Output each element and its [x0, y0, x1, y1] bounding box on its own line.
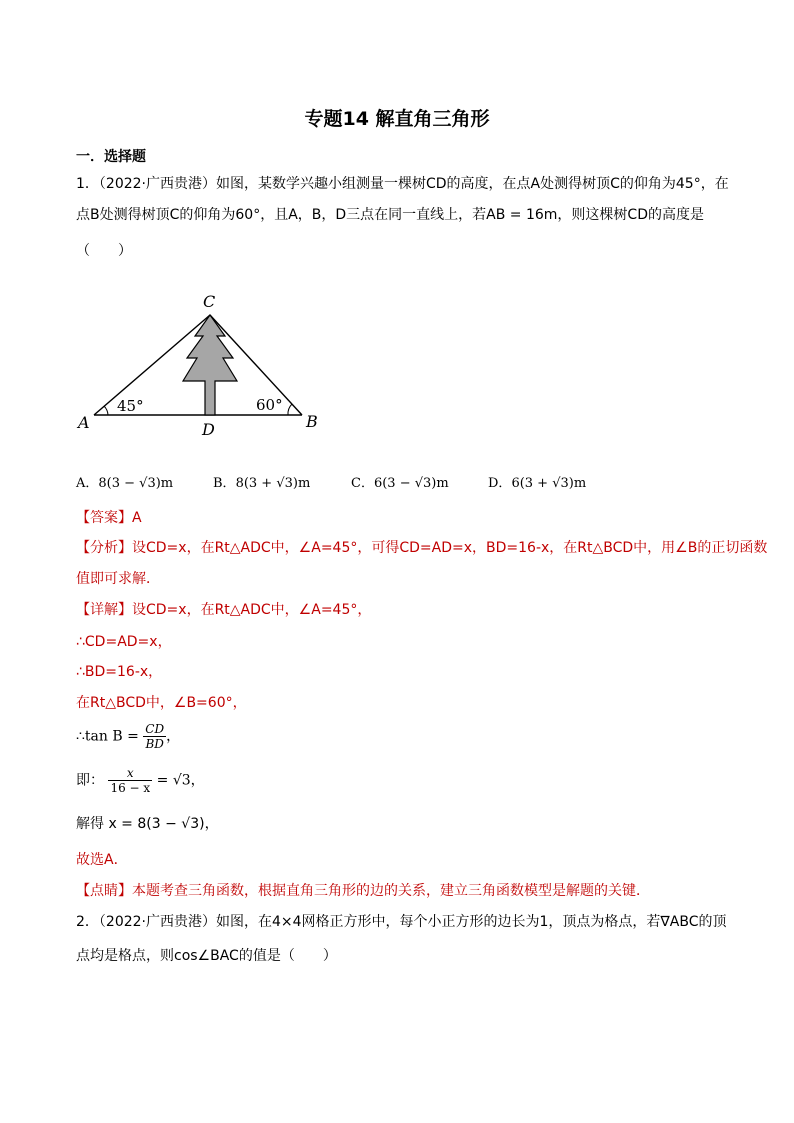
label-d: D — [202, 420, 215, 438]
option-letter: D． — [488, 476, 512, 491]
detail-tag: 【详解】 — [76, 602, 132, 618]
q2-stem-line2: 点均是格点，则cos∠BAC的值是（ ） — [76, 948, 337, 964]
fraction-cd-bd — [143, 722, 166, 751]
comment-text: 本题考查三角函数，根据直角三角形的边的关系，建立三角函数模型是解题的关键． — [132, 883, 650, 899]
section-heading: 一．选择题 — [76, 149, 146, 165]
comment-tag: 【点睛】 — [76, 883, 132, 899]
detail-line8: 故选A． — [76, 852, 128, 868]
tree-shape — [183, 315, 237, 415]
analysis-text1: 设CD=x，在Rt△ADC中，∠A=45°，可得CD=AD=x，BD=16-x，在Rt△BCD中，用∠B的正切函数 — [132, 540, 768, 556]
option-letter: A． — [76, 476, 99, 491]
q1-stem-line1: 1．（2022·广西贵港）如图，某数学兴趣小组测量一棵树CD的高度，在点A处测得树顶C的仰角为45°，在 — [76, 176, 729, 192]
option-d[interactable] — [488, 472, 586, 491]
label-b: B — [306, 412, 318, 431]
comment-line — [76, 881, 650, 901]
option-expr: 8(3 − √3)m — [98, 476, 174, 491]
q2-stem-line1: 2．（2022·广西贵港）如图，在4×4网格正方形中，每个小正方形的边长为1，顶点为格点，若∇ABC的顶 — [76, 914, 727, 930]
fraction-numerator: CD — [145, 722, 165, 736]
option-a[interactable] — [76, 472, 173, 491]
option-letter: B． — [213, 476, 236, 491]
detail6-lhs: 即： — [76, 772, 104, 789]
analysis-line1 — [76, 538, 767, 558]
detail-line3: ∴BD=16-x， — [76, 664, 163, 680]
fraction-denominator: BD — [145, 737, 164, 751]
analysis-line2: 值即可求解． — [76, 571, 160, 587]
detail-line2: ∴CD=AD=x， — [76, 634, 172, 650]
angle-arc-a — [104, 406, 108, 415]
q1-stem-line3: （ ） — [76, 243, 132, 259]
detail-line7: 解得 x = 8(3 − √3)， — [76, 816, 219, 832]
detail6-rhs: = √3， — [156, 772, 205, 789]
answer-value: A — [132, 510, 142, 526]
angle-arc-b — [288, 404, 292, 415]
detail-text1: 设CD=x，在Rt△ADC中，∠A=45°， — [132, 602, 372, 618]
fraction-denominator: 16 − x — [110, 781, 151, 795]
option-expr: 6(3 − √3)m — [373, 476, 449, 491]
fraction-x — [108, 766, 152, 795]
q1-figure — [70, 288, 330, 438]
detail-line1 — [76, 600, 371, 620]
angle-label-a: 45° — [117, 397, 144, 415]
label-a: A — [78, 413, 90, 432]
option-c[interactable] — [351, 472, 449, 491]
q1-stem-line2: 点B处测得树顶C的仰角为60°，且A，B，D三点在同一直线上，若AB = 16m，则这棵树CD的高度是 — [76, 207, 704, 223]
tan-lhs: ∴tan B = — [76, 728, 139, 745]
detail-line5: ∴tan B = $\frac{CD}{BD}$ ， — [76, 722, 181, 751]
detail-line6 — [76, 766, 205, 795]
analysis-tag: 【分析】 — [76, 540, 132, 556]
detail-line4: 在Rt△BCD中，∠B=60°， — [76, 695, 247, 711]
option-b[interactable] — [213, 472, 310, 491]
answer-line — [76, 508, 142, 528]
angle-label-b: 60° — [256, 396, 283, 414]
option-expr: 6(3 + √3)m — [511, 476, 587, 491]
option-letter: C． — [351, 476, 374, 491]
option-expr: 8(3 + √3)m — [235, 476, 311, 491]
page-title: 专题14 解直角三角形 — [304, 108, 490, 130]
answer-tag: 【答案】 — [76, 510, 132, 526]
label-c: C — [203, 292, 216, 311]
fraction-numerator: x — [108, 766, 152, 781]
